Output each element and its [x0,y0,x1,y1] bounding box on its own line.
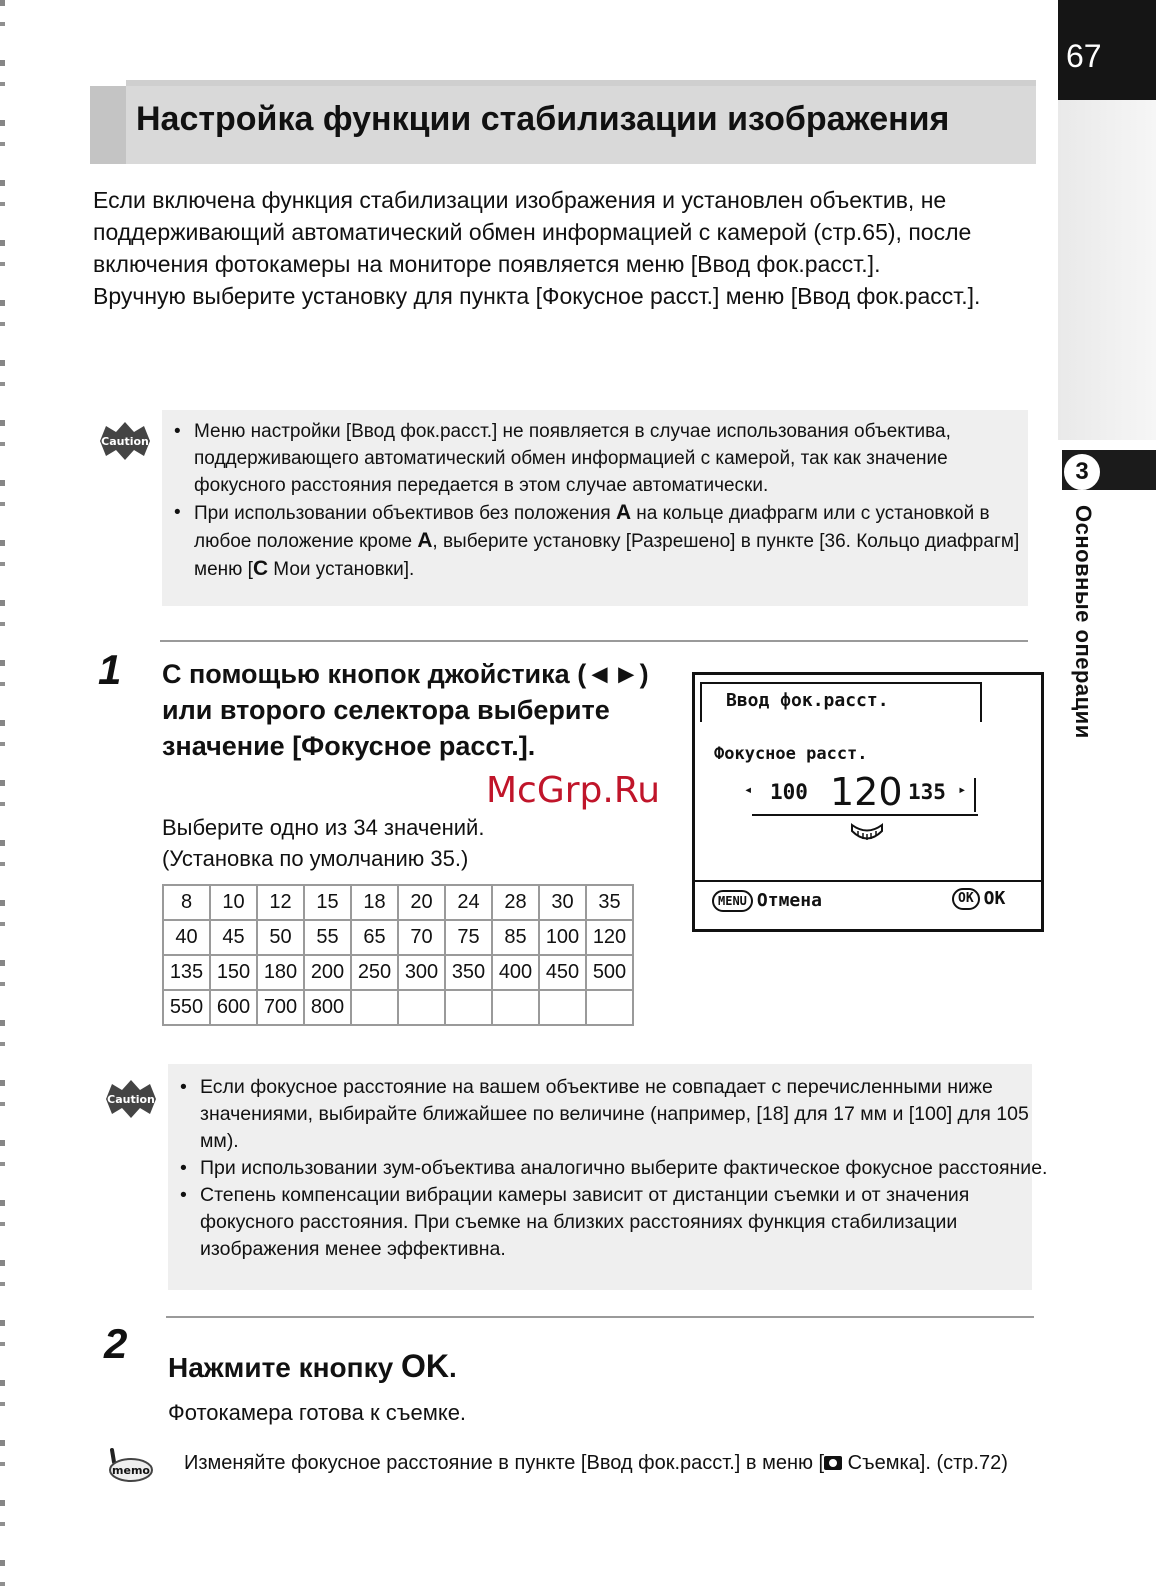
table-cell [539,990,586,1025]
selector-underline [752,814,978,816]
caution-item: • Если фокусное расстояние на вашем объективе не совпадает с перечисленными ниже значениями, выбирайте ближайшее по величине (например, [18] для 17 мм и [100] для 105 мм). [178,1074,1058,1155]
step-2-description: Фотокамера готова к съемке. [168,1400,467,1425]
heading-accent [90,86,126,164]
table-row [163,990,633,1025]
table-cell: 12 [257,885,304,920]
chapter-number: 3 [1064,454,1100,490]
selector-end-tick [974,778,976,812]
focal-next-value: 135 [908,780,946,804]
table-cell: 120 [586,920,633,955]
divider [160,640,1028,642]
caution-item: • При использовании зум-объектива аналогично выберите фактическое фокусное расстояние. [178,1155,1058,1182]
table-cell: 70 [398,920,445,955]
table-cell: 28 [492,885,539,920]
caution-icon-label: Caution [107,1093,155,1106]
memo-text: Изменяйте фокусное расстояние в пункте [Ввод фок.расст.] в меню [ Съемка]. (стр.72) [184,1452,1008,1474]
table-cell: 45 [210,920,257,955]
focal-values-table [162,884,634,1026]
table-cell: 800 [304,990,351,1025]
table-cell: 400 [492,955,539,990]
table-cell: 85 [492,920,539,955]
table-row [163,885,633,920]
table-row [163,955,633,990]
table-cell: 30 [539,885,586,920]
caution-icon [96,420,154,467]
table-cell: 200 [304,955,351,990]
table-cell: 18 [351,885,398,920]
menu-key-icon: MENU [712,890,753,912]
memo-icon-label: memo [112,1464,150,1477]
table-cell: 100 [539,920,586,955]
camera-icon [824,1456,842,1470]
ok-button[interactable]: OK OK [952,888,1005,910]
table-row [163,920,633,955]
step-number-2: 2 [104,1320,128,1367]
intro-paragraph-1: Если включена функция стабилизации изображения и установлен объектив, не поддерживающий автоматический обмен информацией с камерой (стр.65), после включения фотокамеры на мониторе появляется меню [Ввод фок.расст.]. [93,187,972,277]
step-1-title: С помощью кнопок джойстика (◄►) или второго селектора выберите значение [Фокусное расст.]. [162,659,649,761]
table-cell: 15 [304,885,351,920]
caution-item: • При использовании объективов без положения A на кольце диафрагм или с установкой в любое положение кроме A, выберите установку [Разрешено] в пункте [36. Кольцо диафрагм] меню [C Мои установки]. [172,499,1042,583]
table-cell: 700 [257,990,304,1025]
table-cell: 550 [163,990,210,1025]
focal-current-value: 120 [830,770,903,814]
scan-edge [0,0,5,1588]
page-title: Настройка функции стабилизации изображения [136,100,950,138]
page-number: 67 [1066,38,1102,74]
table-cell: 300 [398,955,445,990]
table-cell [398,990,445,1025]
step-1-description: Выберите одно из 34 значений. (Установка по умолчанию 35.) [162,815,485,871]
table-cell: 20 [398,885,445,920]
arrow-left-icon: ◂ [744,782,753,798]
table-cell: 450 [539,955,586,990]
caution-list-2 [178,1074,1058,1263]
caution-list-1 [172,418,1042,583]
caution-icon-label: Caution [101,435,149,448]
focal-prev-value: 100 [770,780,808,804]
table-cell [445,990,492,1025]
screen-title: Ввод фок.расст. [726,690,889,711]
divider [166,1316,1034,1318]
memo-icon [104,1446,154,1489]
table-cell: 180 [257,955,304,990]
table-cell: 250 [351,955,398,990]
intro-paragraph-2: Вручную выберите установку для пункта [Фокусное расст.] меню [Ввод фок.расст.]. [93,283,981,309]
side-band-shade [1058,100,1156,440]
table-cell: 500 [586,955,633,990]
step-number-1: 1 [98,646,122,693]
table-cell: 50 [257,920,304,955]
arrow-right-icon: ▸ [958,782,967,798]
focal-selector[interactable] [744,770,980,816]
table-cell: 10 [210,885,257,920]
table-cell: 75 [445,920,492,955]
table-cell: 55 [304,920,351,955]
caution-item: • Степень компенсации вибрации камеры зависит от дистанции съемки и от значения фокусного расстояния. При съемке на близких расстояниях функция стабилизации изображения менее эффективна. [178,1182,1058,1263]
table-cell: 24 [445,885,492,920]
watermark: McGrp.Ru [486,770,661,811]
cancel-button[interactable]: MENU Отмена [712,890,822,912]
table-cell: 65 [351,920,398,955]
table-cell: 350 [445,955,492,990]
caution-icon [102,1078,160,1125]
chapter-title: Основные операции [1071,505,1096,739]
table-cell: 40 [163,920,210,955]
ok-key-icon: OK [952,888,980,910]
table-cell: 600 [210,990,257,1025]
table-cell: 8 [163,885,210,920]
dial-icon [849,822,885,849]
screen-divider [695,880,1041,882]
table-cell: 150 [210,955,257,990]
table-cell: 135 [163,955,210,990]
screen-focal-label: Фокусное расст. [714,744,868,764]
table-cell: 35 [586,885,633,920]
step-2-title: Нажмите кнопку OK. [168,1348,457,1384]
table-cell [351,990,398,1025]
table-cell [586,990,633,1025]
table-cell [492,990,539,1025]
caution-item: • Меню настройки [Ввод фок.расст.] не появляется в случае использования объектива, поддерживающего автоматический обмен информацией с камерой, так как значение фокусного расстояния передается в этом случае автоматически. [172,418,1042,499]
intro-text [93,184,1043,312]
